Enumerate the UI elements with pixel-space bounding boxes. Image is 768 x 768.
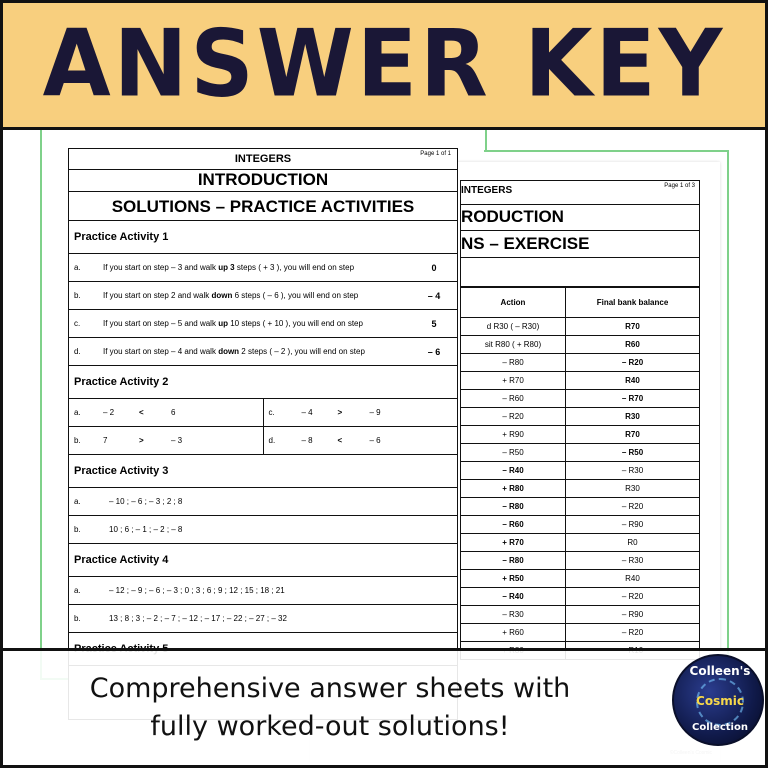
question-text-emphasis: up 3 [218, 263, 235, 272]
balance-cell: – R90 [566, 516, 700, 534]
activity-2-row [69, 399, 457, 427]
balance-cell: R30 [566, 408, 700, 426]
caption-band [0, 648, 768, 768]
comparison-operator: < [337, 436, 343, 445]
question-text-start: If you start on step 2 and walk [103, 291, 212, 300]
item-question [103, 291, 411, 300]
table-row [461, 390, 700, 408]
table-row [461, 372, 700, 390]
banner-title: ANSWER KEY [42, 9, 726, 118]
balance-column-header: Final bank balance [566, 288, 700, 318]
action-cell: – R40 [461, 462, 566, 480]
activity-4-title: Practice Activity 4 [69, 544, 457, 577]
balance-cell: R40 [566, 372, 700, 390]
table-row [461, 354, 700, 372]
item-answer: 0 [431, 262, 437, 273]
table-row [461, 444, 700, 462]
action-cell: – R50 [461, 444, 566, 462]
action-column-header: Action [461, 288, 566, 318]
balance-cell: – R30 [566, 462, 700, 480]
comparison-operator: < [139, 408, 144, 417]
balance-cell: – R20 [566, 624, 700, 642]
logo-text-middle: Cosmic [696, 694, 744, 708]
question-text-end: 6 steps ( – 6 ), you will end on step [232, 291, 359, 300]
balance-cell: – R20 [566, 588, 700, 606]
balance-cell: – R20 [566, 354, 700, 372]
question-text-end: 2 steps ( – 2 ), you will end on step [239, 347, 365, 356]
table-row [461, 624, 700, 642]
comparison-cell [69, 427, 264, 454]
exercise-blank-row [461, 258, 699, 286]
left-number: – 4 [301, 408, 313, 417]
exercise-intro-heading: RODUCTION [461, 205, 699, 231]
practice-integers-label: INTEGERS [234, 153, 292, 165]
practice-page [68, 148, 458, 720]
action-cell: – R80 [461, 498, 566, 516]
right-number: – 6 [369, 436, 381, 445]
action-cell: – R40 [461, 588, 566, 606]
action-cell: + R80 [461, 480, 566, 498]
item-letter: a. [74, 586, 81, 595]
action-cell: + R50 [461, 570, 566, 588]
activity-3-title: Practice Activity 3 [69, 455, 457, 488]
exercise-title-row [461, 181, 699, 205]
comparison-operator: > [139, 436, 144, 445]
sequence-answer: 10 ; 6 ; – 1 ; – 2 ; – 8 [109, 525, 183, 534]
balance-cell: – R70 [566, 390, 700, 408]
balance-cell: R30 [566, 480, 700, 498]
activity-2-row [69, 427, 457, 455]
item-answer: 5 [431, 318, 437, 329]
activity-1-item [69, 282, 457, 310]
action-cell: d R30 ( – R30) [461, 318, 566, 336]
brand-logo [672, 654, 764, 746]
table-row [461, 498, 700, 516]
balance-cell: – R20 [566, 498, 700, 516]
practice-integers-row [69, 149, 457, 170]
activity-1-item [69, 310, 457, 338]
action-cell: + R70 [461, 534, 566, 552]
action-cell: – R80 [461, 354, 566, 372]
balance-cell: R70 [566, 426, 700, 444]
table-header-row [461, 288, 700, 318]
item-letter: a. [74, 263, 81, 272]
sequence-answer: – 12 ; – 9 ; – 6 ; – 3 ; 0 ; 3 ; 6 ; 9 ; 12 ; 15 ; 18 ; 21 [109, 586, 285, 595]
table-row [461, 318, 700, 336]
item-letter: c. [74, 319, 81, 328]
balance-cell: R0 [566, 534, 700, 552]
balance-cell: R40 [566, 570, 700, 588]
logo-text-top: Colleen's [689, 664, 751, 678]
item-letter: b. [74, 525, 81, 534]
activity4-item [69, 577, 457, 605]
right-number: 6 [171, 408, 176, 417]
activity3-item [69, 516, 457, 544]
balance-cell: R60 [566, 336, 700, 354]
item-letter: d. [74, 347, 81, 356]
caption-line-2: fully worked-out solutions! [150, 711, 510, 742]
item-letter: b. [74, 436, 81, 445]
balance-cell: – R30 [566, 552, 700, 570]
question-text-end: 10 steps ( + 10 ), you will end on step [227, 319, 363, 328]
comparison-cell [69, 399, 264, 426]
item-letter: d. [268, 436, 276, 445]
question-text-start: If you start on step – 4 and walk [103, 347, 219, 356]
bank-balance-table [460, 287, 700, 660]
exercise-page-content [460, 180, 700, 660]
comparison-cell [264, 427, 458, 454]
activity-2-title: Practice Activity 2 [69, 366, 457, 399]
practice-page-number: Page 1 of 1 [420, 151, 451, 157]
item-question [103, 347, 411, 356]
comparison-cell [264, 399, 458, 426]
item-letter: b. [74, 291, 81, 300]
action-cell: – R80 [461, 552, 566, 570]
practice-solutions-heading: SOLUTIONS – PRACTICE ACTIVITIES [69, 192, 457, 221]
caption-line-1: Comprehensive answer sheets with [89, 673, 571, 704]
sequence-answer: – 10 ; – 6 ; – 3 ; 2 ; 8 [109, 497, 183, 506]
left-number: – 2 [103, 408, 115, 417]
action-cell: sit R80 ( + R80) [461, 336, 566, 354]
table-row [461, 534, 700, 552]
item-answer: – 6 [427, 346, 441, 357]
question-text-emphasis: down [218, 347, 240, 356]
table-row [461, 462, 700, 480]
activity-1-title: Practice Activity 1 [69, 221, 457, 254]
exercise-page-number: Page 1 of 3 [664, 183, 695, 189]
question-text-emphasis: down [211, 291, 233, 300]
activity3-item [69, 488, 457, 516]
exercise-solutions-heading: NS – EXERCISE [461, 231, 699, 258]
item-question [103, 263, 411, 272]
question-text-start: If you start on step – 5 and walk [103, 319, 219, 328]
left-number: – 8 [301, 436, 313, 445]
activity-1-item [69, 338, 457, 366]
action-cell: – R60 [461, 390, 566, 408]
balance-cell: R70 [566, 318, 700, 336]
sequence-answer: 13 ; 8 ; 3 ; – 2 ; – 7 ; – 12 ; – 17 ; – 22 ; – 27 ; – 32 [109, 614, 287, 623]
item-letter: b. [74, 614, 81, 623]
comparison-operator: > [337, 408, 343, 417]
table-row [461, 480, 700, 498]
table-row [461, 408, 700, 426]
table-row [461, 552, 700, 570]
table-row [461, 588, 700, 606]
right-number: – 3 [171, 436, 183, 445]
left-number: 7 [103, 436, 108, 445]
activity-1-item [69, 254, 457, 282]
action-cell: – R30 [461, 606, 566, 624]
question-text-emphasis: up [218, 319, 228, 328]
question-text-end: steps ( + 3 ), you will end on step [234, 263, 355, 272]
action-cell: + R90 [461, 426, 566, 444]
table-row [461, 516, 700, 534]
activity4-item [69, 605, 457, 633]
table-row [461, 426, 700, 444]
action-cell: + R70 [461, 372, 566, 390]
logo-text-bottom: Collection [692, 722, 748, 733]
item-question [103, 319, 411, 328]
item-letter: c. [268, 408, 275, 417]
exercise-header-box [460, 180, 700, 287]
action-cell: + R60 [461, 624, 566, 642]
action-cell: – R20 [461, 408, 566, 426]
table-row [461, 606, 700, 624]
balance-cell: – R50 [566, 444, 700, 462]
header-banner [0, 0, 768, 130]
question-text-start: If you start on step – 3 and walk [103, 263, 219, 272]
table-row [461, 570, 700, 588]
item-letter: a. [74, 408, 81, 417]
table-row [461, 336, 700, 354]
item-answer: – 4 [427, 290, 441, 301]
practice-intro-heading: INTRODUCTION [69, 170, 457, 192]
action-cell: – R60 [461, 516, 566, 534]
item-letter: a. [74, 497, 81, 506]
balance-cell: – R90 [566, 606, 700, 624]
exercise-integers-label: INTEGERS [461, 185, 513, 196]
right-number: – 9 [369, 408, 381, 417]
